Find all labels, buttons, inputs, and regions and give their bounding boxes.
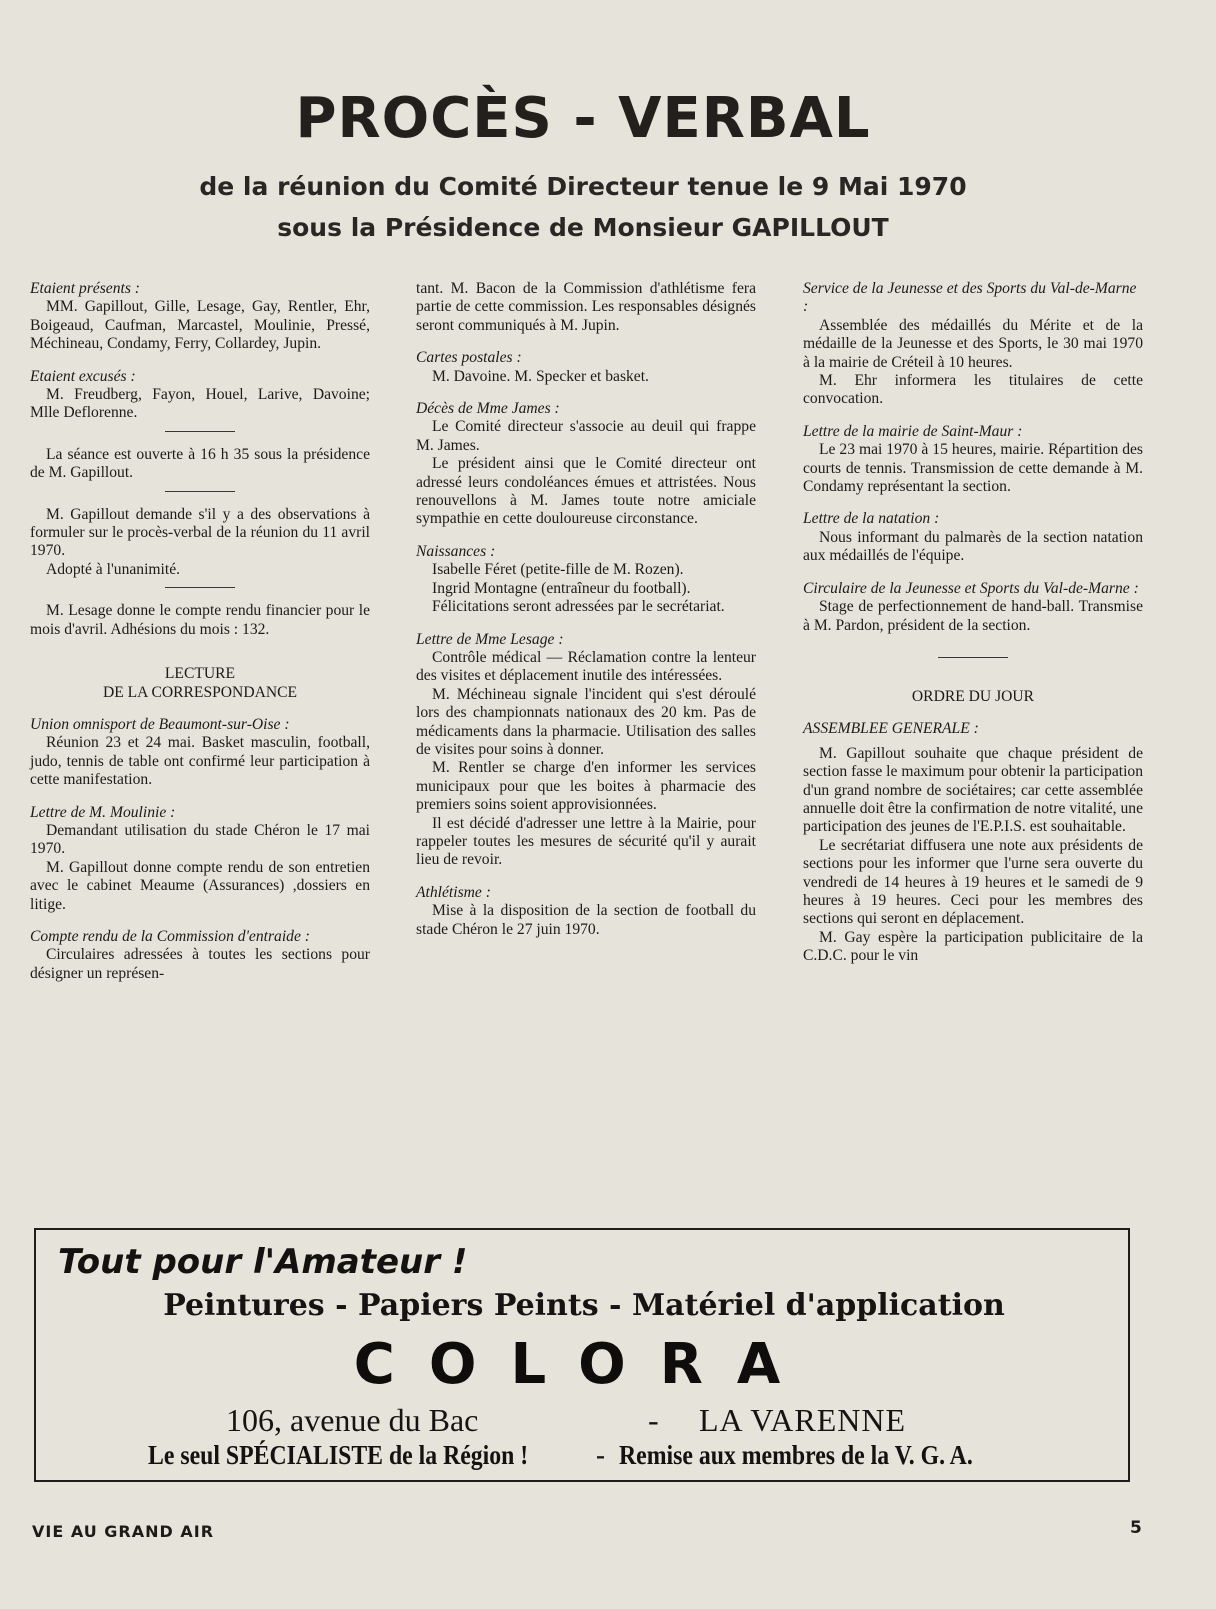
ad-address: 106, avenue du Bac xyxy=(226,1402,479,1438)
moulinie-text-1: Demandant utilisation du stade Chéron le 17 mai 1970. xyxy=(30,821,370,858)
excuses-heading: Etaient excusés : xyxy=(30,367,136,385)
lesage-text-3: M. Rentler se charge d'en informer les services municipaux pour que les boites à pharmacie des premiers soins soient approvisionnées. xyxy=(416,759,756,814)
excuses-text: M. Freudberg, Fayon, Houel, Larive, Davoine; Mlle Deflorenne. xyxy=(30,386,370,422)
agenda-heading: ORDRE DU JOUR xyxy=(911,687,1035,705)
saintmaur-text: Le 23 mai 1970 à 15 heures, mairie. Répartition des courts de tennis. Transmission de cette demande à M. Condamy représentant la section. xyxy=(803,441,1143,496)
financial-report-text: M. Lesage donne le compte rendu financier pour le mois d'avril. Adhésions du mois : 132. xyxy=(30,602,370,638)
service-text-2: M. Ehr informera les titulaires de cette convocation. xyxy=(803,372,1143,408)
divider xyxy=(165,491,235,492)
assemblee-text-2: Le secrétariat diffusera une note aux présidents de sections pour les informer que l'urne sera ouverte du vendredi de 14 heures à 19 heures et le samedi de 9 heures à 19 heures. Ceci pour les membres des sections qui seront en déplacement. xyxy=(803,836,1143,928)
entraide-heading: Compte rendu de la Commission d'entraide : xyxy=(30,927,310,945)
lesage-text-2: M. Méchineau signale l'incident qui s'est déroulé lors des championnats nationaux des 20 km. Pas de médicaments dans la pharmacie. Utilisation des salles de visites pour soins à donner. xyxy=(416,685,756,758)
adopted-text: Adopté à l'unanimité. xyxy=(46,560,181,578)
ad-separator-2: - xyxy=(596,1440,605,1470)
seance-text: La séance est ouverte à 16 h 35 sous la présidence de M. Gapillout. xyxy=(30,445,370,482)
ad-specialist: Le seul SPÉCIALISTE de la Région ! xyxy=(148,1440,529,1470)
service-heading: Service de la Jeunesse et des Sports du Val-de-Marne : xyxy=(803,280,1137,316)
ad-products: Peintures - Papiers Peints - Matériel d'application xyxy=(163,1288,1005,1323)
deces-text-2: Le président ainsi que le Comité directeur ont adressé leurs condoléances émues et attristées. Nous renouvellons à M. James toute notre amiciale sympathie en cette douloureuse circonstance. xyxy=(416,455,756,528)
ad-separator: - xyxy=(648,1402,659,1438)
athletisme-heading: Athlétisme : xyxy=(416,883,491,901)
lesage-text-4: Il est décidé d'adresser une lettre à la Mairie, pour rappeler toutes les mesures de sécurité qu'il y aurait lieu de revoir. xyxy=(416,814,756,869)
naissances-text-2: Ingrid Montagne (entraîneur du football). xyxy=(432,579,691,597)
naissances-heading: Naissances : xyxy=(416,542,496,560)
naissances-text-1: Isabelle Féret (petite-fille de M. Rozen). xyxy=(432,561,684,579)
moulinie-text-2: M. Gapillout donne compte rendu de son entretien avec le cabinet Meaume (Assurances) ,dossiers en litige. xyxy=(30,858,370,913)
naissances-text-3: Félicitations seront adressées par le secrétariat. xyxy=(432,598,725,616)
page-number: 5 xyxy=(1130,1518,1142,1538)
ad-city: LA VARENNE xyxy=(699,1402,907,1438)
page-title: PROCÈS - VERBAL xyxy=(295,86,871,151)
moulinie-heading: Lettre de M. Moulinie : xyxy=(30,803,176,821)
lesage-heading: Lettre de Mme Lesage : xyxy=(416,630,564,648)
circulaire-text: Stage de perfectionnement de hand-ball. Transmise à M. Pardon, président de la section. xyxy=(803,598,1143,634)
observations-text: M. Gapillout demande s'il y a des observations à formuler sur le procès-verbal de la réunion du 11 avril 1970. xyxy=(30,505,370,560)
publication-name: VIE AU GRAND AIR xyxy=(32,1522,215,1541)
divider xyxy=(938,657,1008,658)
assemblee-heading: ASSEMBLEE GENERALE : xyxy=(803,720,979,738)
service-text-1: Assemblée des médaillés du Mérite et de la médaille de la Jeunesse et des Sports, le 30 mai 1970 à la mairie de Créteil à 10 heures. xyxy=(803,316,1143,371)
ad-brand: COLORA xyxy=(353,1332,815,1397)
natation-text: Nous informant du palmarès de la section natation aux médaillés de l'équipe. xyxy=(803,528,1143,565)
cartes-heading: Cartes postales : xyxy=(416,349,522,367)
cartes-text: M. Davoine. M. Specker et basket. xyxy=(432,367,649,385)
correspondence-heading-line2: DE LA CORRESPONDANCE xyxy=(102,683,298,701)
correspondence-heading-line1: LECTURE xyxy=(164,665,236,683)
presents-text: MM. Gapillout, Gille, Lesage, Gay, Rentler, Ehr, Boigeaud, Caufman, Marcastel, Moulinie, Pressé, Méchineau, Condamy, Ferry, Collardey, Jupin. xyxy=(30,298,370,353)
divider xyxy=(165,587,235,588)
colora-advertisement xyxy=(34,1228,1130,1482)
column-left xyxy=(30,280,370,983)
union-text: Réunion 23 et 24 mai. Basket masculin, football, judo, tennis de table ont confirmé leur participation à cette manifestation. xyxy=(30,734,370,789)
assemblee-text-3: M. Gay espère la participation publicitaire de la C.D.C. pour le vin xyxy=(803,928,1143,965)
column-middle xyxy=(416,280,756,939)
subtitle-meeting: de la réunion du Comité Directeur tenue le 9 Mai 1970 xyxy=(199,172,967,201)
divider xyxy=(165,431,235,432)
ad-slogan: Tout pour l'Amateur ! xyxy=(58,1242,468,1282)
natation-heading: Lettre de la natation : xyxy=(803,510,940,528)
presents-heading: Etaient présents : xyxy=(30,280,141,297)
lesage-text-1: Contrôle médical — Réclamation contre la lenteur des visites et déplacement inutile des intéressées. xyxy=(416,648,756,685)
circulaire-heading: Circulaire de la Jeunesse et Sports du Val-de-Marne : xyxy=(803,579,1139,597)
assemblee-text-1: M. Gapillout souhaite que chaque président de section fasse le maximum pour obtenir la participation d'un grand nombre de sociétaires; car cette assemblée annuelle doit être la confirmation de notre vitalité, une participation des jeunes de l'E.P.I.S. est souhaitable. xyxy=(803,744,1143,836)
athletisme-text: Mise à la disposition de la section de football du stade Chéron le 27 juin 1970. xyxy=(416,902,756,938)
union-heading: Union omnisport de Beaumont-sur-Oise : xyxy=(30,715,290,733)
subtitle-presidency: sous la Présidence de Monsieur GAPILLOUT xyxy=(277,213,889,242)
deces-heading: Décès de Mme James : xyxy=(416,400,560,418)
saintmaur-heading: Lettre de la mairie de Saint-Maur : xyxy=(803,422,1023,440)
deces-text-1: Le Comité directeur s'associe au deuil qui frappe M. James. xyxy=(416,418,756,454)
ad-discount: Remise aux membres de la V. G. A. xyxy=(619,1440,973,1470)
entraide-continued: tant. M. Bacon de la Commission d'athlétisme fera partie de cette commission. Les responsables désignés seront communiqués à M. Jupin. xyxy=(416,280,756,334)
entraide-text: Circulaires adressées à toutes les sections pour désigner un représen- xyxy=(30,946,370,982)
column-right xyxy=(803,280,1143,966)
